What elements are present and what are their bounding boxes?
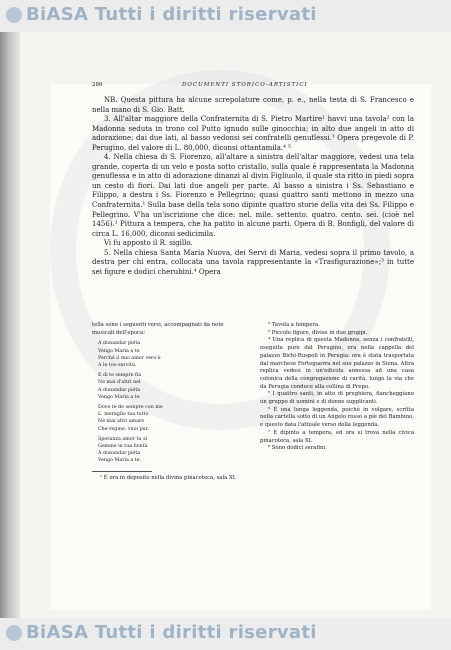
footnote-text: ⁴ Una replica di questa Madonna, senza i confratelli, eseguita pure dal Perugino, era nella cappella del palazzo Bichi-Ruspoli in Perugia: ora è stata trasportata dal marchese Forteguerra nel suo palazzo in Siena. Altra replica vedesi in un'edicola annessa ad una casa colonica della congregazione di carità, lungo la via che da Perugia conduce alla collina di Prepo. (260, 337, 414, 390)
poem-line: Vengo Maria a te (98, 348, 140, 354)
footnote-text: ⁷ È dipinta a tempera, ed ora si trova nella civica pinacoteca, sala XI. (260, 429, 414, 444)
poem-intro: tella sono i seguenti versi, accompagnati da note musicali dell'epoca: (92, 322, 224, 336)
paragraph: 4. Nella chiesa di S. Fiorenzo, all'altare a sinistra dell'altar maggiore, vedesi una tela grande, coperta di un velo e posta sotto cristallo, sulla quale è rappresentata la Madonna genuflessa e in atto di adorazione dinanzi al divin Figliuolo, il quale sta ritto in piedi sopra un cesto di fiori. Dai lati due angeli per parte. Al basso a sinistra i Ss. Sebastiano e Filippo, a destra i Ss. Fiorenzo e Pellegrino; quasi quattro santi mettono in mezzo una Confraternita.¹ Sulla base della tela sono dipinte quattro storie della vita dei Ss. Filippo e Pellegrino. V'ha un'iscrizione che dice: nel. mile. settento. quatro. cento. sei. (cioè nel 1456).² Pittura a tempera, che ha patito in alcune parti. Opera di B. Bonfigli, del valore di circa L. 16,000, diconsi sedicimila. (92, 153, 414, 238)
poem-line: A dunandar piéta (98, 341, 141, 347)
poem-line: Ne mai d'altri nel (98, 380, 141, 386)
footnote-text: ⁸ Sono dodici serafini. (268, 445, 327, 452)
footnote (92, 475, 244, 483)
poem-line: Che regine, vuoi pur. (98, 426, 150, 432)
poem-line: A le too servitù. (98, 363, 137, 369)
footnote-text: ⁵ I quattro santi, in atto di preghiera, fiancheggiano un gruppo di uomini e di donne supplicanti. (260, 391, 414, 406)
poem-line: A dunandar piéta (98, 387, 141, 393)
poem-line: Speranza amor tu sì (98, 436, 148, 442)
paragraph: Vi fu apposto il R. sigillo. (104, 239, 193, 248)
left-column (92, 322, 244, 482)
watermark-text-bottom: BiASA Tutti i diritti riservati (26, 622, 317, 643)
poem (98, 340, 244, 464)
poem-line: L. meraglio tua tutto (98, 412, 149, 418)
poem-line: A dunandar piéta (98, 451, 141, 457)
watermark-bar-bottom (0, 618, 451, 650)
poem-line: Né mai altri amare (98, 419, 145, 425)
book-binding-edge (0, 32, 20, 618)
main-text (92, 96, 414, 277)
watermark-text-top: BiASA Tutti i diritti riservati (26, 4, 317, 25)
watermark-bar-top (0, 0, 451, 32)
footnote-text: ² Tavola a tempera. (268, 322, 320, 328)
poem-line: Vengo Maria a te (98, 394, 140, 400)
library-logo-icon (6, 625, 22, 641)
running-head: DOCUMENTI STORICO-ARTISTICI (182, 82, 308, 88)
poem-line: Gemme in tua bontà (98, 444, 148, 450)
paragraph: 5. Nella chiesa Santa Maria Nuova, dei Servi di Maria, vedesi sopra il primo tavolo, a destra per chi entra, collocata una tavola rappresentante la «Trasfigurazione»;³ in tutte sei figure e dodici cherubini.⁴ Opera (92, 248, 414, 276)
poem-line: E di te sempre fia (98, 373, 142, 379)
footnote-text: ⁶ È una lunga leggenda, poiché in volgare, scritta nella cartella sotto di un Angelo rosso a piè del Bambino, e questo data l'attuale verso della leggenda. (260, 406, 414, 429)
paragraph: NB. Questa pittura ha alcune screpolature come, p. e., nella testa di S. Francesco e nella mano di S. Gio. Batt. (92, 96, 414, 114)
footnote-text: ¹ È ora in deposito nella divina pinacoteca, sala XI. (100, 474, 237, 481)
footnote-text: ³ Piccole figure, divise in due gruppi. (268, 329, 368, 336)
poem-line: Perché il mio amor vero è (98, 355, 161, 361)
right-column-footnotes (260, 322, 414, 453)
paragraph: 3. All'altar maggiore della Confraternita di S. Pietro Martire¹ havvi una tavola² con la Madonna seduta in trono col Putto ignudo sulle ginocchia; in alto due angeli in atto di adorazione; dai due lati, al basso vedonsi sei confratelli genuflessi.³ Opera pregevole di P. Perugino, del valore di L. 80,000, diconsi ottantamila.⁴ ⁵ (92, 115, 414, 152)
page-number: 286 (92, 82, 103, 88)
poem-line: Vengo Maria a te. (98, 458, 142, 464)
library-logo-icon (6, 7, 22, 23)
poem-line: Dove te do sempre con me (98, 405, 163, 411)
